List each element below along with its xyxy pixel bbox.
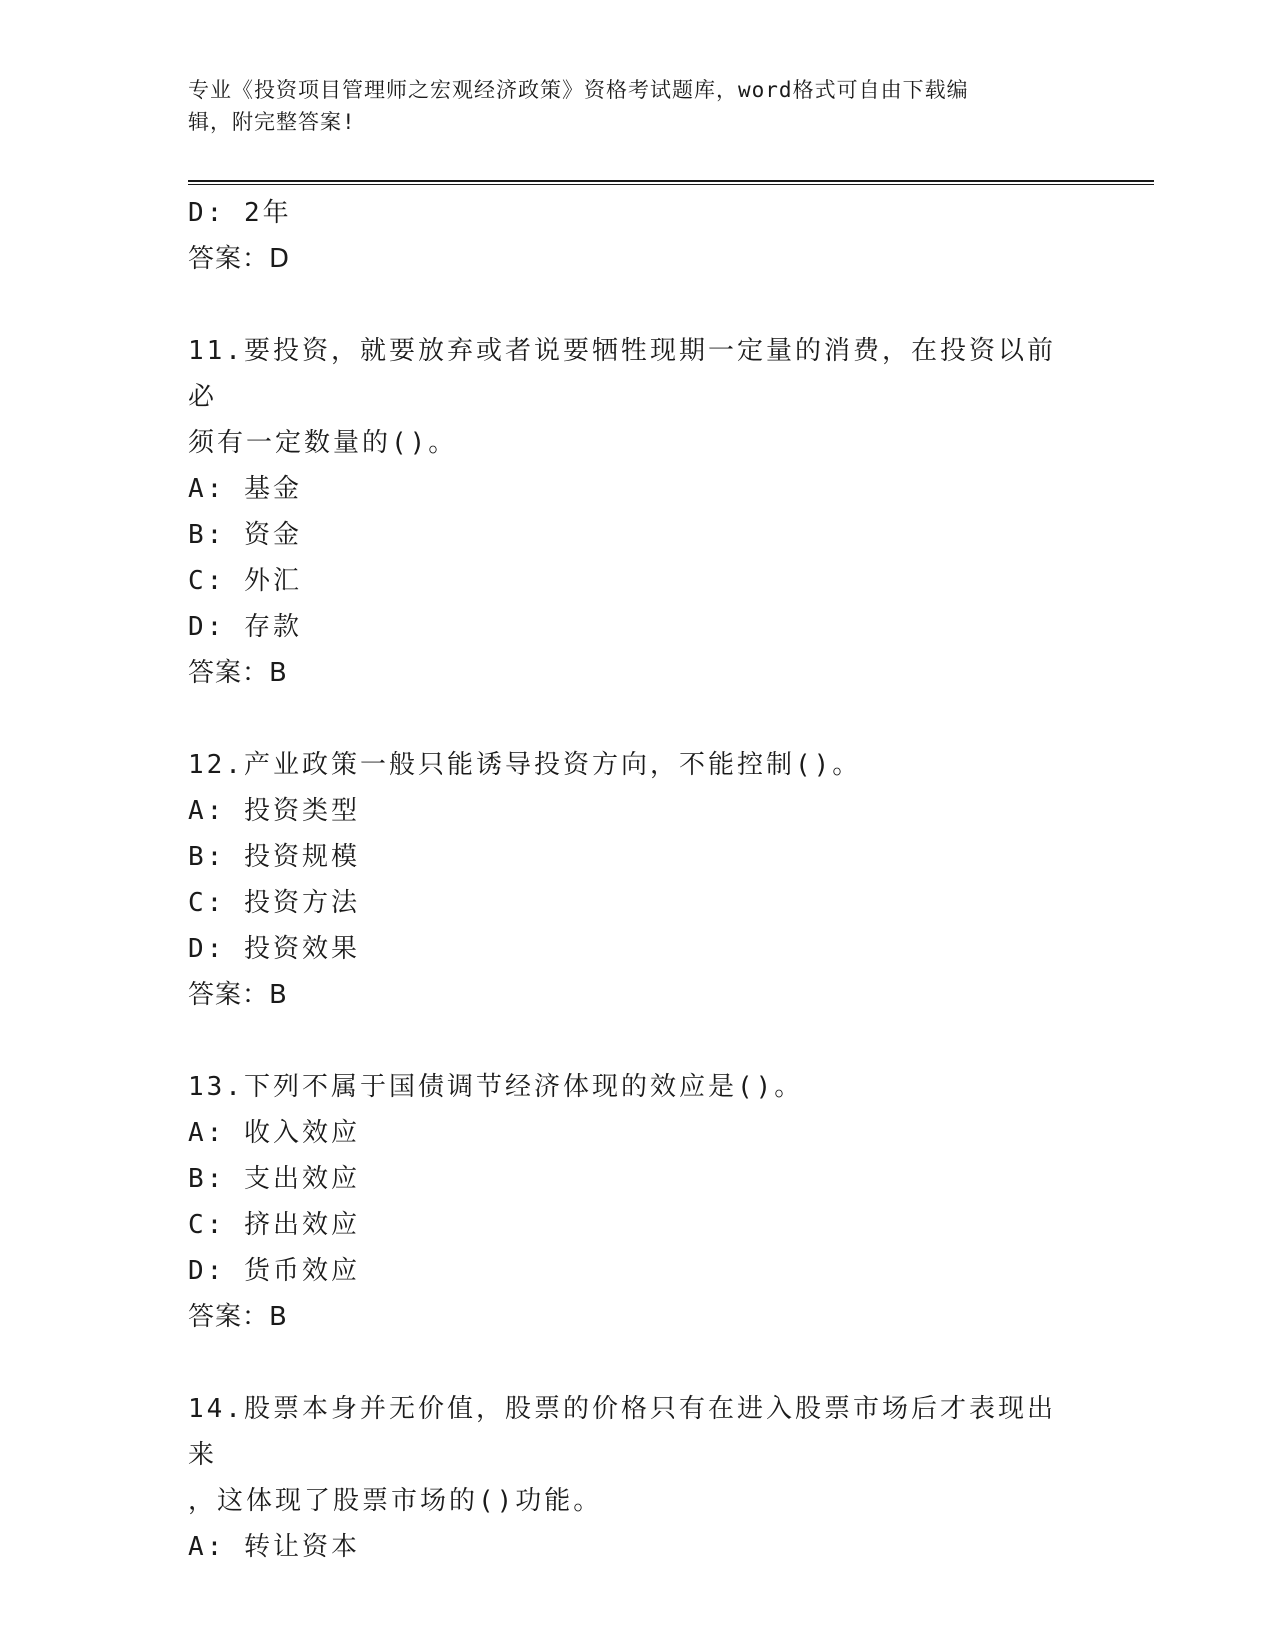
question-12-answer: 答案：B xyxy=(188,980,288,1010)
question-14-text-line-1: 14.股票本身并无价值，股票的价格只有在进入股票市场后才表现出来 xyxy=(188,1394,1056,1470)
question-13-option-a: A: 收入效应 xyxy=(188,1118,360,1148)
question-11-option-a: A: 基金 xyxy=(188,474,302,504)
spacer xyxy=(188,282,1088,328)
question-14-option-a: A: 转让资本 xyxy=(188,1532,360,1562)
question-13-option-b: B: 支出效应 xyxy=(188,1164,360,1194)
question-13-text: 13.下列不属于国债调节经济体现的效应是()。 xyxy=(188,1072,804,1102)
header-divider-thin xyxy=(188,184,1154,185)
header-line-1: 专业《投资项目管理师之宏观经济政策》资格考试题库，word格式可自由下载编 xyxy=(188,78,969,102)
document-header xyxy=(188,74,1068,138)
question-13-option-c: C: 挤出效应 xyxy=(188,1210,360,1240)
question-12-option-c: C: 投资方法 xyxy=(188,888,360,918)
prev-option-d: D: 2年 xyxy=(188,198,292,228)
header-divider xyxy=(188,180,1154,182)
question-11-text-line-1: 11.要投资，就要放弃或者说要牺牲现期一定量的消费，在投资以前必 xyxy=(188,336,1056,412)
question-12-option-a: A: 投资类型 xyxy=(188,796,360,826)
question-14-text-line-2: ，这体现了股票市场的()功能。 xyxy=(188,1486,603,1516)
question-13-option-d: D: 货币效应 xyxy=(188,1256,360,1286)
question-11-option-b: B: 资金 xyxy=(188,520,302,550)
question-11-answer: 答案：B xyxy=(188,658,288,688)
question-12-option-d: D: 投资效果 xyxy=(188,934,360,964)
prev-answer: 答案：D xyxy=(188,244,291,274)
question-11-text-line-2: 须有一定数量的()。 xyxy=(188,428,458,458)
spacer xyxy=(188,696,1088,742)
question-list xyxy=(188,190,1088,1570)
question-13-answer: 答案：B xyxy=(188,1302,288,1332)
question-11-option-d: D: 存款 xyxy=(188,612,302,642)
question-12-option-b: B: 投资规模 xyxy=(188,842,360,872)
question-12-text: 12.产业政策一般只能诱导投资方向，不能控制()。 xyxy=(188,750,862,780)
spacer xyxy=(188,1018,1088,1064)
question-11-option-c: C: 外汇 xyxy=(188,566,302,596)
spacer xyxy=(188,1340,1088,1386)
header-line-2: 辑，附完整答案! xyxy=(188,110,356,134)
